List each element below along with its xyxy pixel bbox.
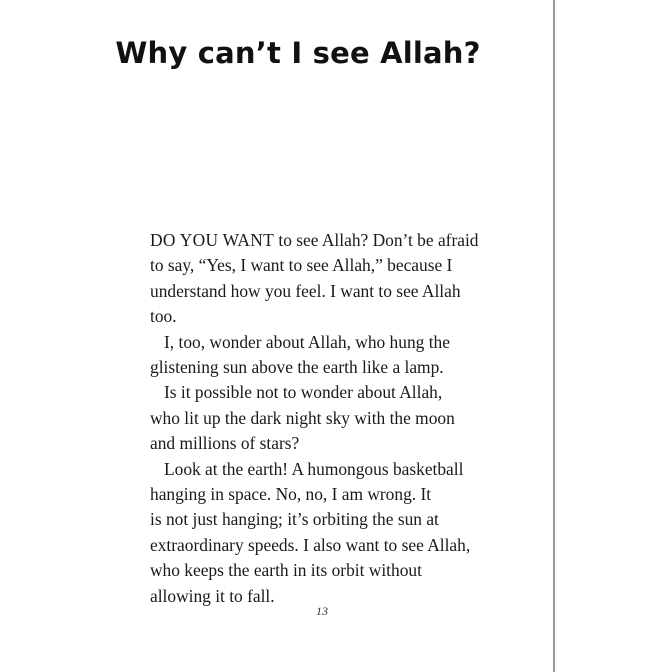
text-line: allowing it to fall. [150, 585, 275, 606]
page-number: 13 [316, 604, 328, 618]
text-line: extraordinary speeds. I also want to see Allah, [150, 534, 471, 555]
text-line: understand how you feel. I want to see Allah [150, 280, 461, 301]
text-line: too. [150, 306, 177, 327]
text-line: Is it possible not to wonder about Allah, [164, 382, 443, 403]
text-line: to say, “Yes, I want to see Allah,” because I [150, 255, 453, 276]
chapter-title: Why can’t I see Allah? [115, 36, 481, 70]
text-line: is not just hanging; it’s orbiting the sun at [150, 509, 439, 530]
body-text [150, 228, 520, 609]
text-line [150, 228, 520, 253]
text-line: Look at the earth! A humongous basketball [164, 458, 464, 479]
text-line: glistening sun above the earth like a lamp. [150, 357, 444, 378]
page-edge-divider [553, 0, 555, 672]
text-line: hanging in space. No, no, I am wrong. It [150, 484, 432, 505]
text-line-content: to see Allah? Don’t be afraid [274, 230, 479, 250]
text-line: and millions of stars? [150, 433, 300, 454]
text-line: who keeps the earth in its orbit without [150, 560, 422, 581]
opening-words: DO YOU WANT [150, 230, 275, 250]
text-line: I, too, wonder about Allah, who hung the [164, 331, 450, 352]
text-line: who lit up the dark night sky with the moon [150, 407, 455, 428]
